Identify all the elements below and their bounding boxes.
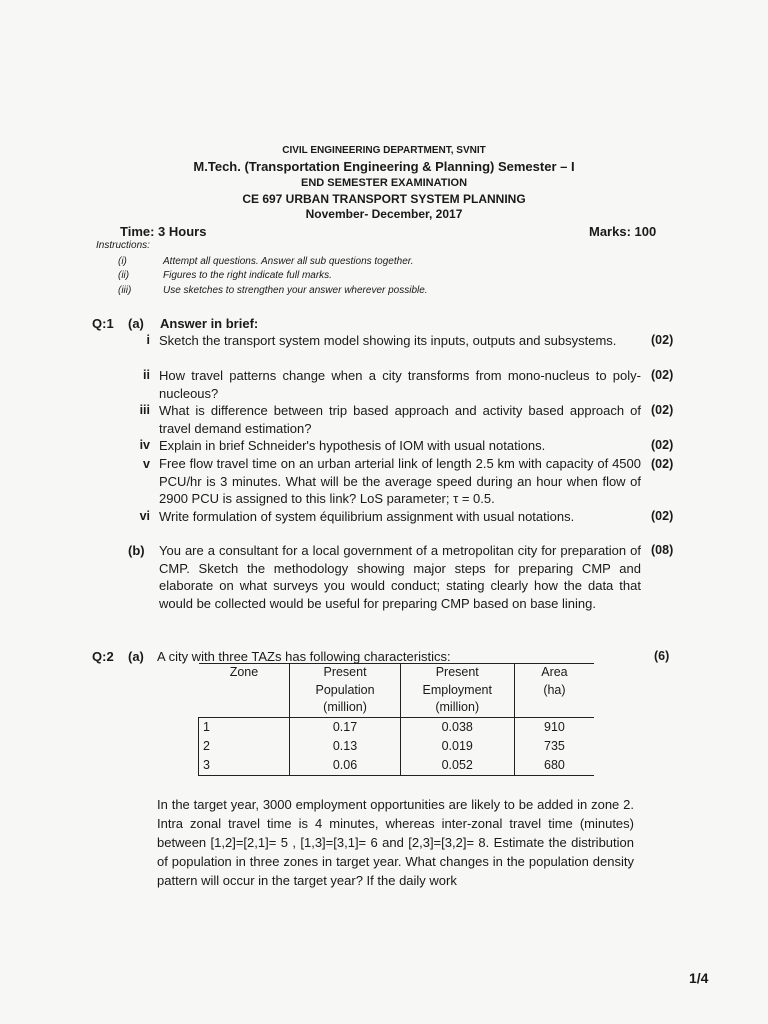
zone-cell: 2: [199, 737, 290, 756]
zone-header: Zone: [199, 664, 290, 718]
course-title: CE 697 URBAN TRANSPORT SYSTEM PLANNING: [242, 192, 526, 206]
question-2a-intro: A city with three TAZs has following characteristics:: [157, 649, 451, 664]
question-1b-text: You are a consultant for a local government of a metropolitan city for preparation of CMP. Sketch the methodology showing major steps for preparing CMP and elaborate on what surveys you would conduct; stating clearly how the data that would be collected would be useful for preparing CMP based on base lining.: [159, 543, 641, 611]
question-item: Explain in brief Schneider's hypothesis of IOM with usual notations.: [159, 438, 546, 453]
question-item: What is difference between trip based approach and activity based approach of travel demand estimation?: [159, 403, 641, 436]
employment-cell: 0.052: [400, 756, 514, 776]
item-marks: (02): [651, 457, 674, 471]
zone-cell: 3: [199, 756, 290, 776]
time-label: Time: 3 Hours: [120, 224, 207, 239]
employment-header: Present Employment (million): [400, 664, 514, 718]
question-1a-heading: Answer in brief:: [160, 316, 259, 331]
program-title: M.Tech. (Transportation Engineering & Planning) Semester – I: [193, 159, 575, 174]
question-2-label: Q:2: [92, 649, 114, 664]
marks-label: Marks: 100: [589, 224, 657, 239]
item-marks: (02): [651, 333, 674, 347]
taz-table: [198, 663, 594, 776]
question-1b-label: (b): [128, 543, 145, 558]
item-number: vi: [139, 509, 150, 523]
instruction-text: Use sketches to strengthen your answer wherever possible.: [163, 285, 428, 296]
population-cell: 0.06: [290, 756, 400, 776]
population-cell: 0.17: [290, 717, 400, 737]
item-marks: (02): [651, 438, 674, 452]
item-marks: (02): [651, 403, 674, 417]
item-number: iii: [139, 403, 150, 417]
item-number: i: [146, 333, 150, 347]
instruction-text: Attempt all questions. Answer all sub questions together.: [163, 256, 414, 267]
instruction-number: (i): [118, 256, 127, 267]
page-number: 1/4: [689, 970, 709, 986]
question-2a-marks: (6): [654, 649, 670, 663]
department-title: CIVIL ENGINEERING DEPARTMENT, SVNIT: [282, 145, 486, 156]
question-item: Sketch the transport system model showing its inputs, outputs and subsystems.: [159, 333, 617, 348]
question-1a-label: (a): [128, 316, 144, 331]
item-number: ii: [143, 368, 150, 382]
instruction-text: Figures to the right indicate full marks.: [163, 270, 332, 281]
question-item: Free flow travel time on an urban arterial link of length 2.5 km with capacity of 4500 PCU/hr is 3 minutes. What will be the average speed during an hour when flow of 2900 PCU is assigned to this link? LoS parameter; τ = 0.5.: [159, 456, 641, 506]
question-2a-paragraph: In the target year, 3000 employment opportunities are likely to be added in zone 2. Intra zonal travel time is 4 minutes, whereas inter-zonal travel time (minutes) between [1,2]=[2,1]= 5 , [1,3]=[3,1]= 6 and [2,3]=[3,2]= 8. Estimate the distribution of population in three zones in target year. What changes in the population density pattern will occur in the target year? If the daily work: [157, 797, 634, 888]
question-1-label: Q:1: [92, 316, 114, 331]
instructions-heading: Instructions:: [96, 240, 150, 251]
area-cell: 735: [514, 737, 594, 756]
item-marks: (02): [651, 509, 674, 523]
population-cell: 0.13: [290, 737, 400, 756]
instruction-number: (iii): [118, 285, 132, 296]
question-item: How travel patterns change when a city transforms from mono-nucleus to poly-nucleous?: [159, 368, 641, 401]
item-marks: (02): [651, 368, 674, 382]
employment-cell: 0.019: [400, 737, 514, 756]
employment-cell: 0.038: [400, 717, 514, 737]
question-item: Write formulation of system équilibrium assignment with usual notations.: [159, 509, 575, 524]
item-number: iv: [139, 438, 150, 452]
table-row: [199, 756, 595, 776]
area-cell: 680: [514, 756, 594, 776]
area-cell: 910: [514, 717, 594, 737]
zone-cell: 1: [199, 717, 290, 737]
table-row: [199, 717, 595, 737]
population-header: Present Population (million): [290, 664, 400, 718]
exam-title: END SEMESTER EXAMINATION: [300, 177, 468, 189]
question-1b-marks: (08): [651, 543, 674, 557]
question-2a-label: (a): [128, 649, 144, 664]
area-header: Area (ha): [514, 664, 594, 718]
instruction-number: (ii): [118, 270, 130, 281]
item-number: v: [143, 457, 150, 471]
session-title: November- December, 2017: [305, 207, 463, 221]
table-row: [199, 737, 595, 756]
